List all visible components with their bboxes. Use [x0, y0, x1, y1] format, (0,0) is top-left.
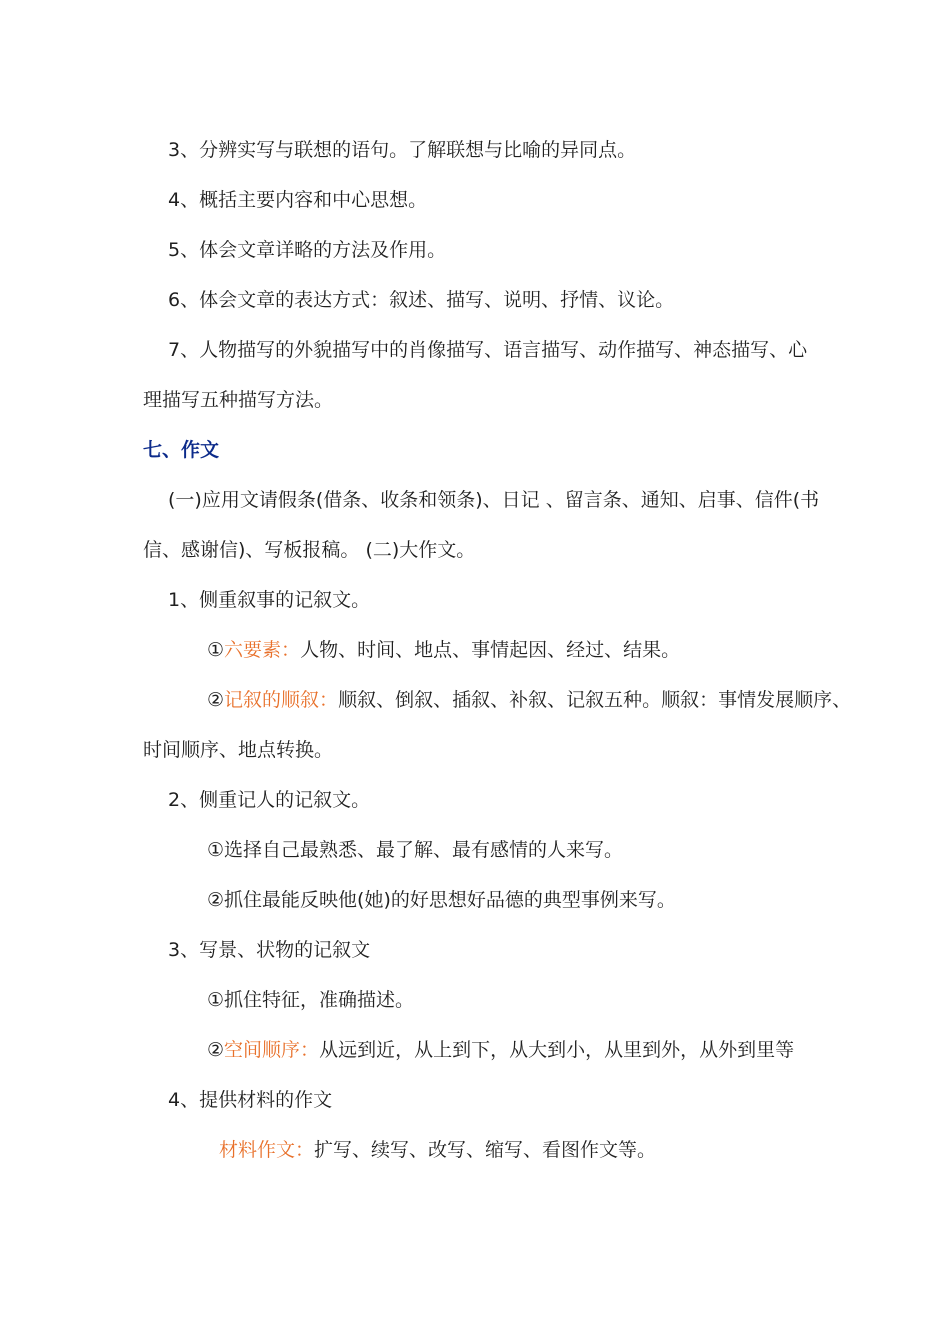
point-text: 人物、时间、地点、事情起因、经过、结果。	[300, 639, 681, 661]
list-item-7-line-1: 7、人物描写的外貌描写中的肖像描写、语言描写、动作描写、神态描写、心	[168, 339, 808, 361]
list-item-6: 6、体会文章的表达方式：叙述、描写、说明、抒情、议论。	[168, 289, 675, 311]
point-text: 扩写、续写、改写、缩写、看图作文等。	[314, 1139, 657, 1161]
paragraph-line-1: (一)应用文请假条(借条、收条和领条)、日记 、留言条、通知、启事、信件(书	[168, 489, 820, 511]
list-item-3: 3、分辨实写与联想的语句。了解联想与比喻的异同点。	[168, 139, 637, 161]
highlight-label: 记叙的顺叙：	[224, 689, 339, 711]
subsection-2-point-2: ②抓住最能反映他(她)的好思想好品德的典型事例来写。	[207, 889, 676, 911]
paragraph-line-2: 信、感谢信)、写板报稿。 (二)大作文。	[143, 539, 476, 561]
point-prefix: ②	[207, 689, 225, 711]
subsection-1-point-2-continued: 时间顺序、地点转换。	[143, 739, 334, 761]
subsection-3-title: 3、写景、状物的记叙文	[168, 939, 371, 961]
point-text: 顺叙、倒叙、插叙、补叙、记叙五种。顺叙：事情发展顺序、	[338, 689, 852, 711]
list-item-7-line-2: 理描写五种描写方法。	[143, 389, 334, 411]
subsection-4-point	[219, 1137, 950, 1163]
subsection-2-point-1: ①选择自己最熟悉、最了解、最有感情的人来写。	[207, 839, 624, 861]
section-heading: 七、作文	[143, 439, 220, 461]
point-text: 从远到近，从上到下，从大到小，从里到外，从外到里等	[319, 1039, 795, 1061]
subsection-3-point-2	[207, 1037, 950, 1063]
subsection-1-title: 1、侧重叙事的记叙文。	[168, 589, 371, 611]
highlight-label: 空间顺序：	[224, 1039, 320, 1061]
highlight-label: 材料作文：	[219, 1139, 315, 1161]
subsection-1-point-1	[207, 637, 950, 663]
subsection-2-title: 2、侧重记人的记叙文。	[168, 789, 371, 811]
point-prefix: ②	[207, 1039, 225, 1061]
highlight-label: 六要素：	[224, 639, 301, 661]
list-item-4: 4、概括主要内容和中心思想。	[168, 189, 428, 211]
subsection-4-title: 4、提供材料的作文	[168, 1089, 333, 1111]
list-item-5: 5、体会文章详略的方法及作用。	[168, 239, 447, 261]
point-prefix: ①	[207, 639, 225, 661]
subsection-1-point-2	[207, 687, 950, 713]
subsection-3-point-1: ①抓住特征，准确描述。	[207, 989, 415, 1011]
